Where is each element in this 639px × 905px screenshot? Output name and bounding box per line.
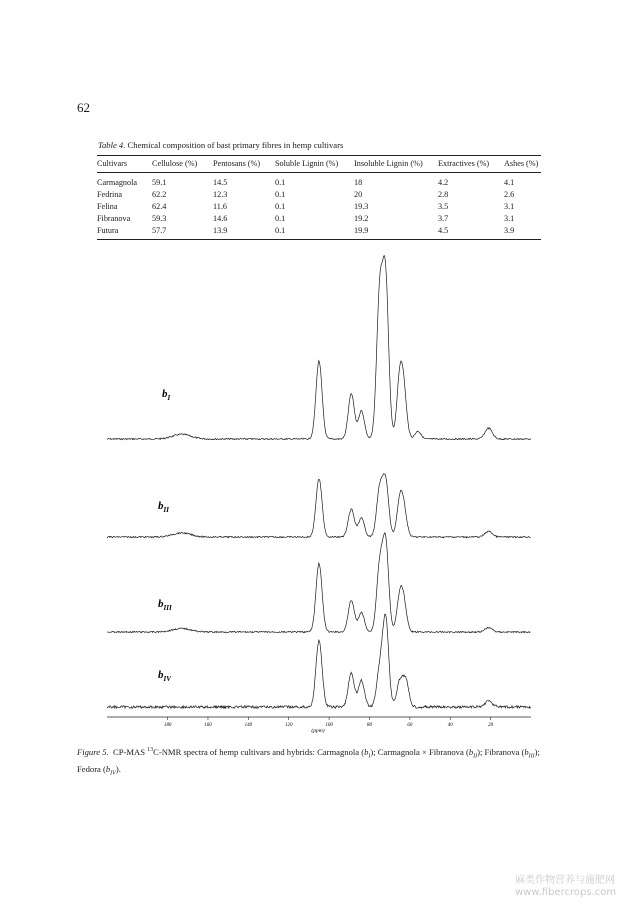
table-cell: Futura [97, 226, 119, 235]
table-cell: 62.2 [152, 190, 167, 199]
table-header-cell: Cultivars [97, 159, 128, 168]
table-header-cell: Extractives (%) [438, 159, 490, 168]
table-cell: Fibranova [97, 214, 131, 223]
table-cell: 19.3 [354, 202, 369, 211]
table-cell: 11.6 [213, 202, 228, 211]
caption-fragment: CP-MAS [112, 746, 148, 757]
x-tick-label: 160 [204, 723, 212, 728]
caption-fragment: IV [110, 770, 116, 777]
spectrum-label-bI: $b_I$ [162, 388, 171, 402]
x-tick-label: 60 [407, 723, 413, 728]
figure-caption [77, 744, 547, 779]
table-cell: 3.1 [504, 202, 515, 211]
table-cell: 4.2 [438, 178, 449, 187]
table-cell: Felina [97, 202, 118, 211]
table-label: Table 4. [98, 140, 126, 150]
table-cell: 0.1 [275, 190, 286, 199]
table-cell: 3.5 [438, 202, 449, 211]
x-tick-label: 20 [488, 723, 494, 728]
caption-fragment: ); Fibranova ( [477, 746, 525, 757]
spectrum-line-bIV [107, 614, 531, 708]
table-cell: 57.7 [152, 226, 167, 235]
x-ticks-group [164, 717, 494, 728]
table-cell: 4.5 [438, 226, 449, 235]
table-title: Chemical composition of bast primary fibres in hemp cultivars [127, 140, 344, 150]
x-tick-label: 140 [244, 723, 253, 728]
table-cell: Fedrina [97, 190, 123, 199]
spectrum-label-bII: $b_{II}$ [158, 500, 169, 514]
caption-fragment: b [468, 746, 474, 757]
table-cell: 0.1 [275, 178, 286, 187]
table-cell: 59.3 [152, 214, 167, 223]
caption-fragment: b [364, 746, 369, 757]
figure-caption-text [77, 746, 540, 777]
table-cell: 14.5 [213, 178, 228, 187]
spectrum-line-bI [107, 256, 531, 440]
spectra-group [107, 256, 531, 709]
table-cell: 3.1 [504, 214, 515, 223]
page-number: 62 [77, 100, 90, 115]
table-cell: 59.1 [152, 178, 167, 187]
table-cell: 62.4 [152, 202, 167, 211]
spectrum-line-bII [107, 474, 531, 538]
table-cell: 2.8 [438, 190, 449, 199]
watermark [515, 875, 616, 899]
x-tick-label: 80 [366, 723, 372, 728]
table-cell: 4.1 [504, 178, 515, 187]
caption-fragment: III [528, 753, 535, 760]
caption-fragment: b [105, 763, 111, 774]
caption-fragment: I [368, 753, 371, 760]
table-cell: 0.1 [275, 214, 286, 223]
table-cell: 18 [354, 178, 363, 187]
x-tick-label: 100 [325, 723, 333, 728]
caption-fragment: b [524, 746, 529, 757]
caption-fragment: C-NMR spectra of hemp cultivars and hybrids: Carmagnola ( [153, 746, 365, 757]
table-header-cell: Ashes (%) [504, 159, 539, 168]
caption-fragment: II [473, 753, 478, 760]
table-cell: Carmagnola [97, 178, 138, 187]
x-tick-label: 120 [284, 723, 293, 728]
x-axis-label: (ppm) [311, 728, 325, 734]
table-cell: 19.9 [354, 226, 369, 235]
figure-label: Figure 5. [77, 746, 109, 757]
table-cell: 12.3 [213, 190, 228, 199]
table-cell: 2.6 [504, 190, 515, 199]
watermark-line1: 麻类作物营养与施肥网 [515, 875, 615, 886]
caption-fragment: ); Carmagnola × Fibranova ( [370, 746, 469, 757]
caption-fragment: ); Fedora ( [77, 746, 540, 774]
table-cell: 0.1 [275, 226, 286, 235]
table-cell: 3.7 [438, 214, 449, 223]
watermark-line2: www.fibercrops.com [515, 887, 617, 898]
table-cell: 20 [354, 190, 363, 199]
spectrum-label-bIV: $b_{IV}$ [158, 669, 171, 683]
table-header-cell: Soluble Lignin (%) [275, 159, 339, 168]
table-header-cell: Pentosans (%) [213, 159, 261, 168]
caption-fragment: ). [115, 763, 121, 774]
x-tick-label: 40 [447, 723, 453, 728]
caption-fragment: 13 [147, 747, 154, 753]
table-header-cell: Cellulose (%) [152, 159, 198, 168]
table-header-cell: Insoluble Lignin (%) [354, 159, 423, 168]
table-cell: 0.1 [275, 202, 286, 211]
x-tick-label: 180 [163, 723, 172, 728]
spectrum-line-bIII [107, 533, 531, 633]
spectrum-labels-group [158, 388, 172, 683]
table-cell: 14.6 [213, 214, 228, 223]
table-cell: 3.9 [504, 226, 515, 235]
table-cell: 13.9 [213, 226, 228, 235]
spectrum-label-bIII: $b_{III}$ [158, 598, 172, 612]
table-cell: 19.2 [354, 214, 369, 223]
